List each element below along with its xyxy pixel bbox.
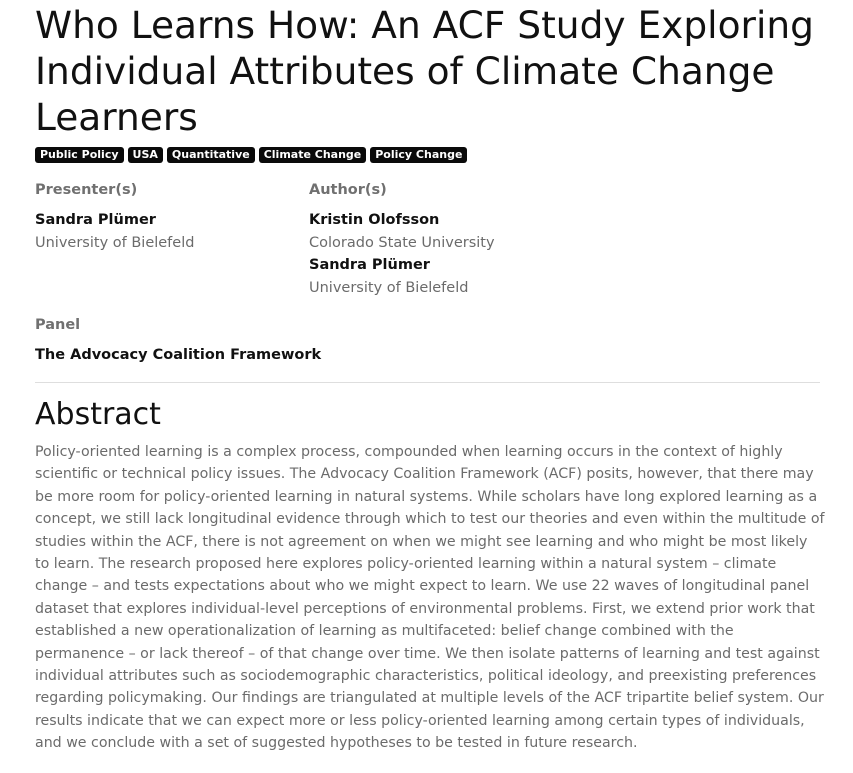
presenters-label: Presenter(s) xyxy=(35,182,138,198)
tag-usa[interactable]: USA xyxy=(128,147,163,163)
abstract-heading: Abstract xyxy=(35,397,161,432)
authors-label: Author(s) xyxy=(309,182,387,198)
tag-public-policy[interactable]: Public Policy xyxy=(35,147,124,163)
presenter-name[interactable]: Sandra Plümer xyxy=(35,212,156,228)
presenter-affiliation: University of Bielefeld xyxy=(35,235,195,251)
panel-name[interactable]: The Advocacy Coalition Framework xyxy=(35,347,322,363)
author-name[interactable]: Kristin Olofsson xyxy=(309,212,440,228)
tag-quantitative[interactable]: Quantitative xyxy=(167,147,255,163)
section-divider xyxy=(35,382,820,383)
author-affiliation: Colorado State University xyxy=(309,235,495,251)
author-name[interactable]: Sandra Plümer xyxy=(309,257,430,273)
panel-label: Panel xyxy=(35,317,81,333)
tag-climate-change[interactable]: Climate Change xyxy=(259,147,367,163)
abstract-body: Policy-oriented learning is a complex process, compounded when learning occurs in the context of highly scientific or technical policy issues. The Advocacy Coalition Framework (ACF) posits, however, that there may be more room for policy-oriented learning in natural systems. While scholars have long explored learning as a concept, we still lack longitudinal evidence through which to test our theories and even within the multitude of studies within the ACF, there is not agreement on when we might see learning and who might be most likely to learn. The research proposed here explores policy-oriented learning within a natural system – climate change – and tests expectations about who we might expect to learn. We use 22 waves of longitudinal panel dataset that explores individual-level perceptions of environmental problems. First, we extend prior work that established a new operationalization of learning as multifaceted: belief change combined with the permanence – or lack thereof – of that change over time. We then isolate patterns of learning and test against individual attributes such as sociodemographic characteristics, political ideology, and preexisting preferences regarding policymaking. Our findings are triangulated at multiple levels of the ACF tripartite belief system. Our results indicate that we can expect more or less policy-oriented learning among certain types of individuals, and we conclude with a set of suggested hypotheses to be tested in future research. xyxy=(35,444,825,752)
tag-list xyxy=(35,147,467,163)
page-title: Who Learns How: An ACF Study Exploring Individual Attributes of Climate Change Learners xyxy=(35,3,814,139)
tag-policy-change[interactable]: Policy Change xyxy=(370,147,467,163)
author-affiliation: University of Bielefeld xyxy=(309,280,469,296)
